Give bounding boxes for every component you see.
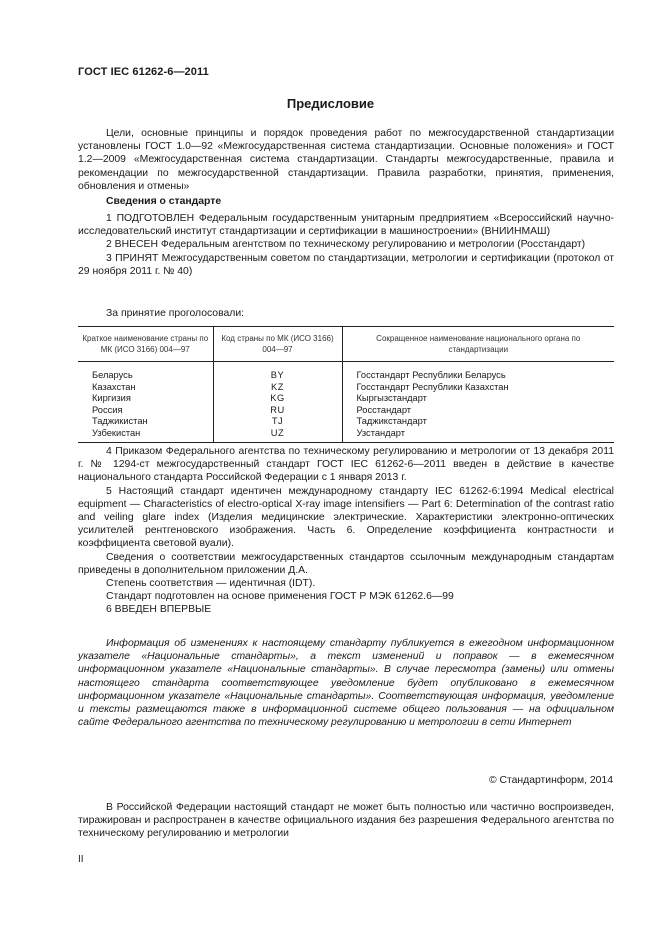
cell-org: Госстандарт Республики Казахстан — [342, 382, 614, 394]
table-row — [78, 405, 614, 417]
cell-org: Госстандарт Республики Беларусь — [342, 362, 614, 382]
intro-text: Цели, основные принципы и порядок проведения работ по межгосударственной стандартизации установлены ГОСТ 1.0—92 «Межгосударственная система стандартизации. Основные положения» и ГОСТ 1.2—2009 «Межгосударственная система стандартизации. Стандарты межгосударственные, правила и рекомендации по межгосударственной стандартизации. Правила разработки, принятия, применения, обновления и отмены» — [78, 128, 614, 192]
intro-paragraph — [78, 127, 614, 193]
table-row — [78, 393, 614, 405]
page-number: II — [78, 854, 84, 865]
cell-country: Казахстан — [92, 381, 136, 392]
rights-text: В Российской Федерации настоящий стандарт не может быть полностью или частично воспроизведен, тиражирован и распространен в качестве официального издания без разрешения Федерального агентства по техническому регулированию и метрологии — [78, 802, 614, 840]
cell-org: Таджикстандарт — [342, 416, 614, 428]
cell-country: Киргизия — [92, 393, 131, 404]
header-country: Краткое наименование страны по МК (ИСО 3166) 004—97 — [78, 327, 213, 362]
info-notice: Информация об изменениях к настоящему стандарту публикуется в ежегодном информационном указателе «Национальные стандарты», а текст изменений и поправок — в ежемесячном информационном указателе «Национальные стандарты». В случае пересмотра (замены) или отмены настоящего стандарта соответствующее уведомление будет опубликовано в ежемесячном информационном указателе «Национальные стандарты». Соответствующая информация, уведомление и тексты размещаются также в информационной системе общего пользования — на официальном сайте Федерального агентства по техническому регулированию и метрологии в сети Интернет — [78, 638, 614, 729]
item-enacted: 4 Приказом Федерального агентства по техническому регулированию и метрологии от 13 декабря 2011 г. № 1294-ст межгосударственный стандарт ГОСТ IEC 61262-6—2011 введен в действие в качестве национального стандарта Российской Федерации с 1 января 2013 г. — [78, 446, 614, 484]
standard-info-list — [78, 212, 614, 278]
table-row — [78, 428, 614, 442]
cell-code: BY — [213, 362, 342, 382]
cell-org: Узстандарт — [342, 428, 614, 442]
cell-country: Беларусь — [92, 370, 133, 380]
cell-code: TJ — [213, 416, 342, 428]
page-title: Предисловие — [286, 96, 375, 111]
cell-org: Кыргызстандарт — [342, 393, 614, 405]
cell-code: UZ — [213, 428, 342, 442]
header-code: Код страны по МК (ИСО 3166) 004—97 — [213, 327, 342, 362]
copyright: © Стандартинформ, 2014 — [488, 775, 613, 786]
item-references: Сведения о соответствии межгосударственных стандартов ссылочным международным стандартам приведены в дополнительном приложении Д.А. — [78, 551, 614, 576]
cell-code: RU — [213, 405, 342, 417]
item-adopted: 3 ПРИНЯТ Межгосударственным советом по стандартизации, метрологии и сертификации (протокол от 29 ноября 2011 г. № 40) — [78, 252, 614, 277]
cell-country: Россия — [92, 404, 123, 415]
item-prepared: 1 ПОДГОТОВЛЕН Федеральным государственным унитарным предприятием «Всероссийский научно-исследовательский институт стандартизации и сертификации в машиностроении» (ВНИИНМАШ) — [78, 213, 614, 238]
rights-paragraph — [78, 801, 614, 841]
item-submitted: 2 ВНЕСЕН Федеральным агентством по техническому регулированию и метрологии (Росстандарт) — [106, 239, 586, 251]
table-row — [78, 382, 614, 394]
section-heading: Сведения о стандарте — [106, 196, 222, 207]
vote-label: За принятие проголосовали: — [106, 308, 245, 319]
cell-country: Узбекистан — [78, 428, 213, 442]
item-introduced: 6 ВВЕДЕН ВПЕРВЫЕ — [106, 604, 212, 616]
table-row — [78, 416, 614, 428]
item-basis: Стандарт подготовлен на основе применения ГОСТ Р МЭК 61262.6—99 — [106, 591, 454, 603]
document-code: ГОСТ IEC 61262-6—2011 — [78, 66, 209, 78]
cell-code: KG — [213, 393, 342, 405]
cell-code: KZ — [213, 382, 342, 394]
standard-info-list-continued — [78, 445, 614, 617]
cell-country: Таджикистан — [92, 416, 148, 427]
cell-org: Росстандарт — [342, 405, 614, 417]
item-identical: 5 Настоящий стандарт идентичен международному стандарту IEC 61262-6:1994 Medical electrical equipment — Characteristics of electro-optical X-ray image intensifiers — Part 6: Determination of the contrast ratio and veiling glare index (Изделия медицинские электрические. Характеристики электронно-оптических усилителей рентгеновского изображения. Часть 6. Определение коэффициента контрастности и коэффициента световой вуали). — [78, 485, 614, 550]
table-header-row — [78, 327, 614, 362]
item-conformity: Степень соответствия — идентичная (IDT). — [106, 578, 316, 590]
header-org: Сокращенное наименование национального органа по стандартизации — [342, 327, 614, 362]
table-row — [78, 362, 614, 382]
countries-table — [78, 326, 614, 443]
